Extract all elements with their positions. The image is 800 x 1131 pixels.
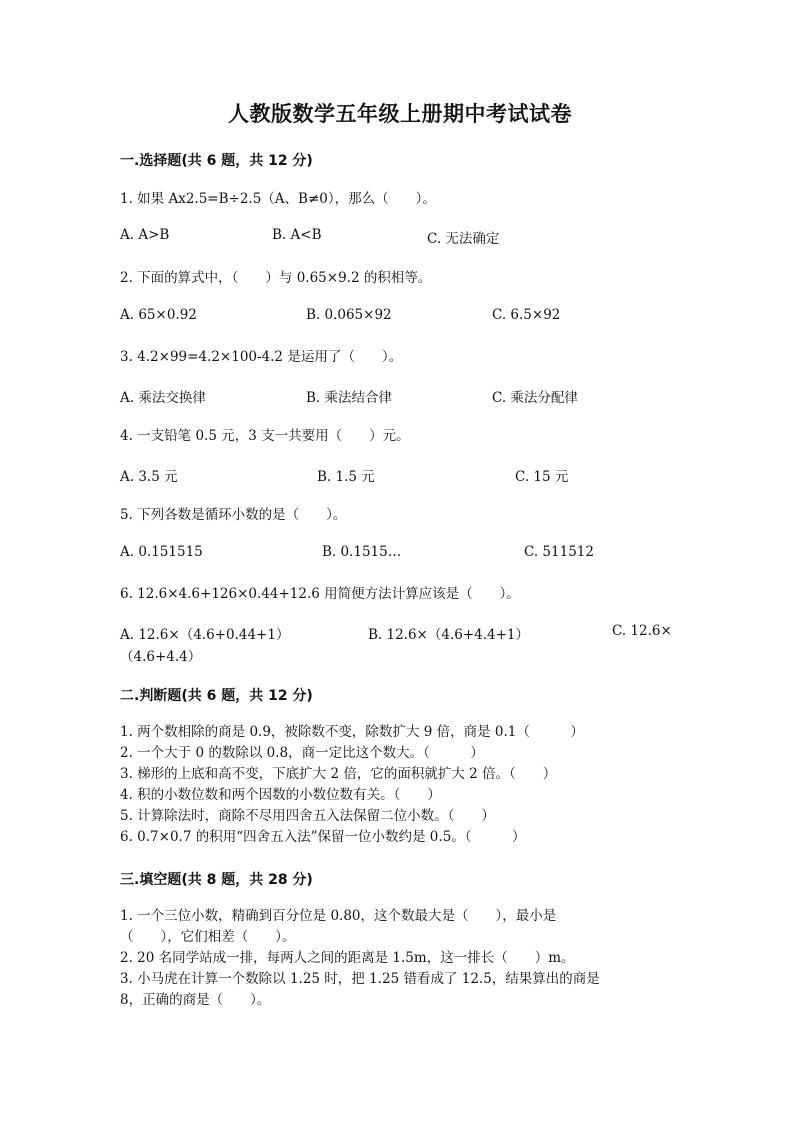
choice-option-2b: B. 0.065×92 — [306, 307, 392, 323]
choice-option-2c: C. 6.5×92 — [492, 307, 561, 323]
choice-option-3b: B. 乘法结合律 — [306, 390, 393, 406]
choice-question-6: 6. 12.6×4.6+126×0.44+12.6 用简便方法计算应该是（ ）。 — [120, 586, 520, 602]
choice-option-1c: C. 无法确定 — [427, 231, 500, 247]
judgment-item-3: 3. 梯形的上底和高不变，下底扩大 2 倍，它的面积就扩大 2 倍。（ ） — [120, 766, 557, 782]
choice-option-5b: B. 0.1515… — [322, 544, 402, 560]
choice-question-4: 4. 一支铅笔 0.5 元，3 支一共要用（ ）元。 — [120, 428, 410, 444]
section-heading-judgment: 二.判断题(共 6 题，共 12 分) — [120, 688, 313, 704]
choice-option-3c: C. 乘法分配律 — [492, 390, 578, 406]
choice-option-4c: C. 15 元 — [515, 469, 569, 485]
choice-option-1a: A. A>B — [120, 227, 170, 243]
judgment-item-5: 5. 计算除法时，商除不尽用四舍五入法保留二位小数。（ ） — [120, 808, 495, 824]
judgment-item-4: 4. 积的小数位数和两个因数的小数位数有关。（ ） — [120, 787, 441, 803]
choice-question-5: 5. 下列各数是循环小数的是（ ）。 — [120, 507, 347, 523]
section-heading-choice: 一.选择题(共 6 题，共 12 分) — [120, 153, 313, 169]
choice-option-6c: C. 12.6× — [612, 623, 672, 639]
choice-option-1b: B. A<B — [272, 227, 322, 243]
choice-option-2a: A. 65×0.92 — [120, 307, 197, 323]
choice-option-3a: A. 乘法交换律 — [120, 390, 206, 406]
fill-item-3-line2: 8，正确的商是（ ）。 — [120, 992, 271, 1008]
choice-question-1: 1. 如果 Ax2.5=B÷2.5（A、B≠0），那么（ ）。 — [120, 191, 436, 207]
choice-option-5c: C. 511512 — [524, 544, 594, 560]
judgment-item-6: 6. 0.7×0.7 的积用“四舍五入法”保留一位小数约是 0.5。（ ） — [120, 829, 526, 845]
section-heading-fill-blank: 三.填空题(共 8 题，共 28 分) — [120, 872, 313, 888]
choice-option-6b: B. 12.6×（4.6+4.4+1） — [368, 627, 530, 643]
page-title: 人教版数学五年级上册期中考试试卷 — [228, 102, 572, 126]
fill-item-2: 2. 20 名同学站成一排，每两人之间的距离是 1.5m，这一排长（ ）m。 — [120, 950, 575, 966]
judgment-item-1: 1. 两个数相除的商是 0.9，被除数不变，除数扩大 9 倍，商是 0.1（ ） — [120, 724, 584, 740]
choice-option-6c-cont: （4.6+4.4） — [120, 649, 202, 665]
choice-option-6a: A. 12.6×（4.6+0.44+1） — [120, 627, 290, 643]
fill-item-3-line1: 3. 小马虎在计算一个数除以 1.25 时，把 1.25 错看成了 12.5，结果算出的商是 — [120, 971, 600, 987]
fill-item-1-line1: 1. 一个三位小数，精确到百分位是 0.80，这个数最大是（ ），最小是 — [120, 908, 557, 924]
choice-option-4a: A. 3.5 元 — [120, 469, 178, 485]
judgment-item-2: 2. 一个大于 0 的数除以 0.8，商一定比这个数大。（ ） — [120, 745, 484, 761]
choice-option-4b: B. 1.5 元 — [317, 469, 375, 485]
choice-option-5a: A. 0.151515 — [120, 544, 203, 560]
fill-item-1-line2: （ ），它们相差（ ）。 — [120, 929, 296, 945]
choice-question-2: 2. 下面的算式中，（ ）与 0.65×9.2 的积相等。 — [120, 270, 432, 286]
choice-question-3: 3. 4.2×99=4.2×100-4.2 是运用了（ ）。 — [120, 349, 403, 365]
